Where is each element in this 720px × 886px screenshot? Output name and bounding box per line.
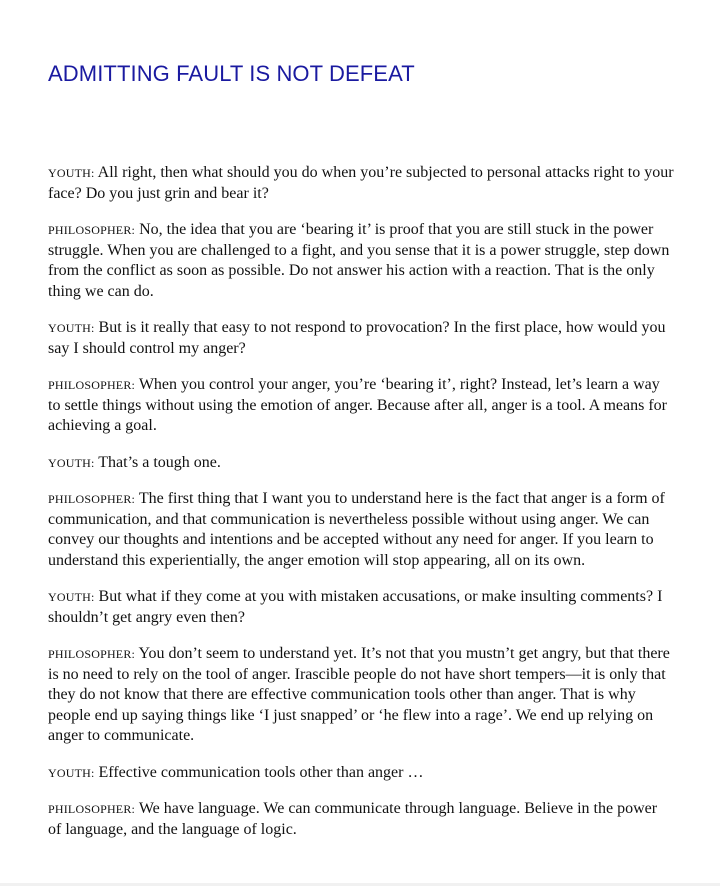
speaker-label: YOUTH: bbox=[48, 321, 95, 335]
dialogue-paragraph bbox=[48, 163, 674, 204]
chapter-title: ADMITTING FAULT IS NOT DEFEAT bbox=[48, 61, 415, 86]
dialogue-paragraph bbox=[48, 318, 674, 359]
dialogue-paragraph bbox=[48, 587, 674, 628]
paragraph-text: No, the idea that you are ‘bearing it’ is proof that you are still stuck in the power struggle. When you are challenged to a fight, and you sense that it is a power struggle, step down from the conflict as soon as possible. Do not answer his action with a reaction. That is the only thing we can do. bbox=[48, 221, 670, 300]
speaker-label: YOUTH: bbox=[48, 166, 95, 180]
dialogue-body bbox=[48, 163, 674, 840]
paragraph-text: That’s a tough one. bbox=[98, 453, 221, 471]
dialogue-paragraph bbox=[48, 220, 674, 302]
dialogue-paragraph bbox=[48, 763, 674, 784]
speaker-label: PHILOSOPHER: bbox=[48, 492, 136, 506]
speaker-label: YOUTH: bbox=[48, 765, 95, 780]
speaker-label: PHILOSOPHER: bbox=[48, 802, 136, 816]
paragraph-text: But what if they come at you with mistaken accusations, or make insulting comments? I shouldn’t get angry even then? bbox=[48, 588, 663, 626]
dialogue-paragraph bbox=[48, 799, 674, 840]
speaker-label: PHILOSOPHER: bbox=[48, 647, 136, 661]
dialogue-paragraph bbox=[48, 644, 674, 747]
dialogue-paragraph bbox=[48, 375, 674, 437]
speaker-label: PHILOSOPHER: bbox=[48, 223, 136, 237]
paragraph-text: The first thing that I want you to understand here is the fact that anger is a form of communication, and that communication is nevertheless possible without using anger. We can convey our thoughts and intentions and be accepted without any need for anger. If you learn to understand this experientially, the anger emotion will stop appearing, all on its own. bbox=[48, 490, 665, 569]
dialogue-paragraph bbox=[48, 489, 674, 571]
speaker-label: YOUTH: bbox=[48, 455, 95, 470]
paragraph-text: When you control your anger, you’re ‘bearing it’, right? Instead, let’s learn a way to settle things without using the emotion of anger. Because after all, anger is a tool. A means for achieving a goal. bbox=[48, 376, 667, 434]
paragraph-text: But is it really that easy to not respond to provocation? In the first place, how would you say I should control my anger? bbox=[48, 319, 666, 357]
paragraph-text: We have language. We can communicate through language. Believe in the power of language, and the language of logic. bbox=[48, 800, 658, 838]
paragraph-text: Effective communication tools other than anger … bbox=[98, 763, 424, 781]
speaker-label: YOUTH: bbox=[48, 590, 95, 604]
paragraph-text: You don’t seem to understand yet. It’s not that you mustn’t get angry, but that there is no need to rely on the tool of anger. Irascible people do not have short tempers—it is only that they do not know that there are effective communication tools other than anger. That is why people end up saying things like ‘I just snapped’ or ‘he flew into a rage’. We end up relying on anger to communicate. bbox=[48, 645, 670, 744]
paragraph-text: All right, then what should you do when you’re subjected to personal attacks right to your face? Do you just grin and bear it? bbox=[48, 164, 674, 202]
speaker-label: PHILOSOPHER: bbox=[48, 378, 136, 392]
dialogue-paragraph bbox=[48, 453, 674, 474]
